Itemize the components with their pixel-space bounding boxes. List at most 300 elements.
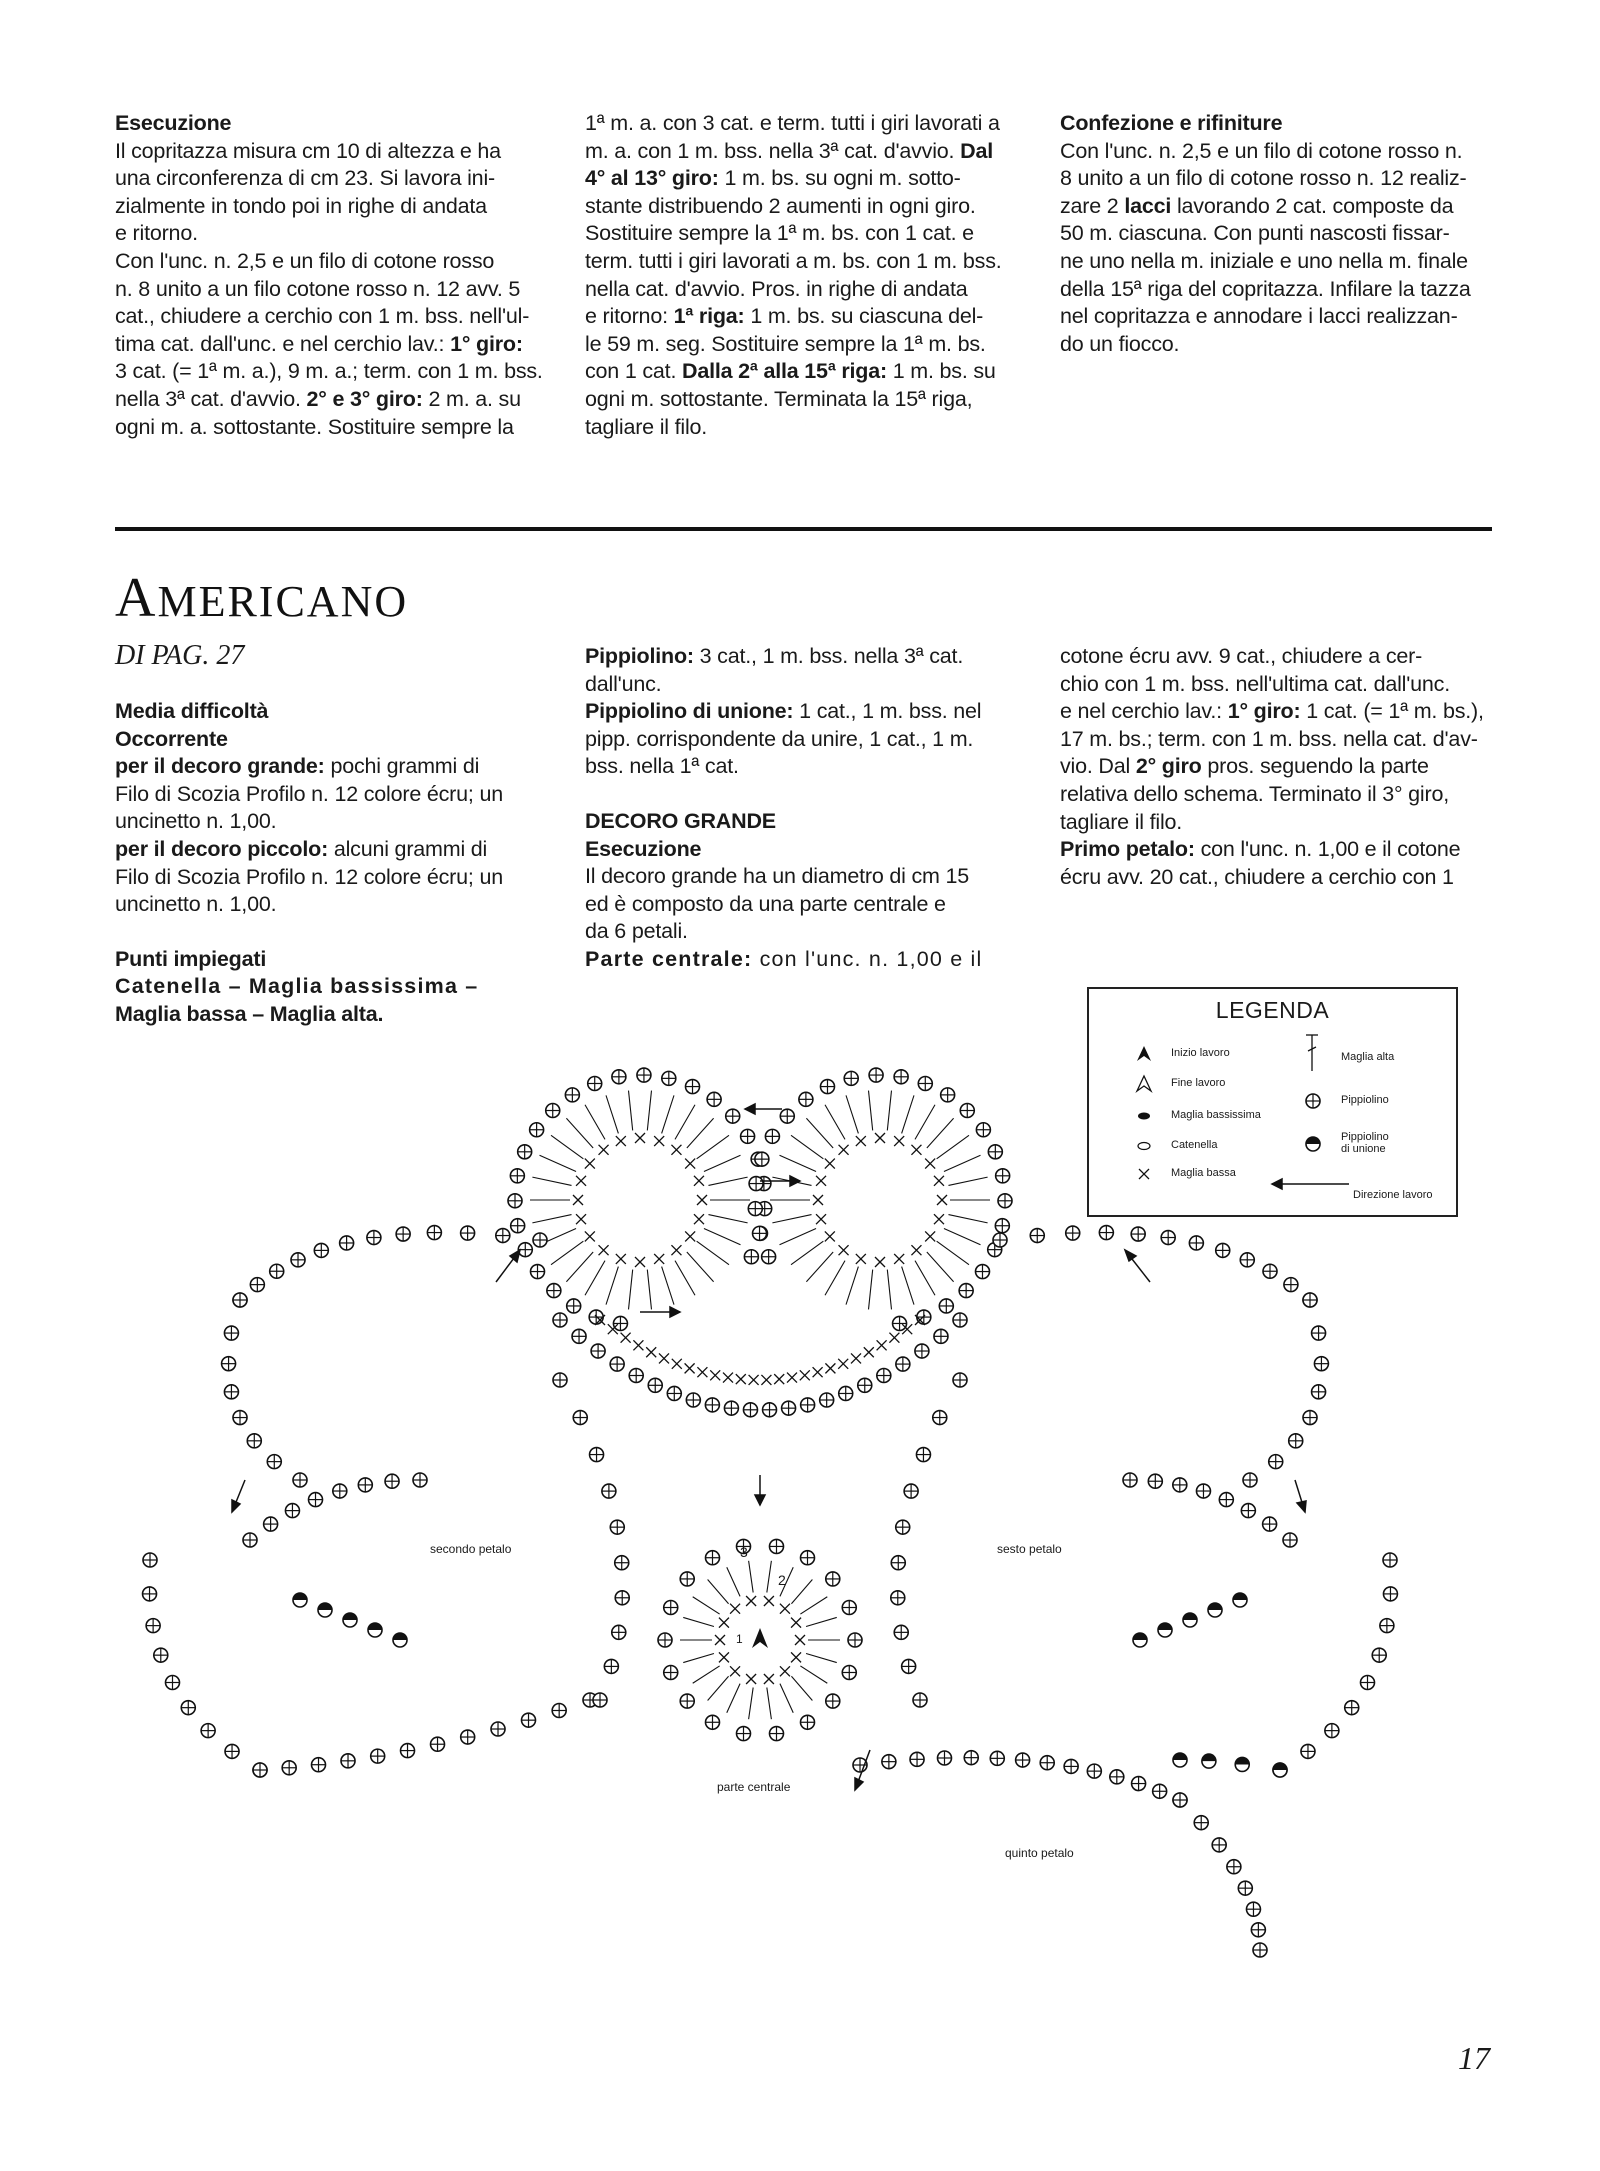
pippiolino-mark [993, 1233, 1007, 1247]
pippiolino-mark [146, 1619, 160, 1633]
pippiolino-mark [741, 1129, 755, 1143]
text-span: pros. seguendo la parte [1207, 754, 1429, 779]
maglia-alta-mark [806, 1118, 833, 1148]
maglia-bassa-mark [856, 1254, 866, 1264]
legend-bassissima: Maglia bassissima [1171, 1109, 1261, 1121]
maglia-bassa-mark [576, 1176, 586, 1186]
pippiolino-mark [769, 1727, 783, 1741]
pippiolino-mark [181, 1701, 195, 1715]
maglia-bassa-mark [685, 1159, 695, 1169]
text-line: della 15ª riga del copritazza. Infilare la tazza [1060, 276, 1471, 301]
inizio-lavoro-icon [1137, 1046, 1151, 1061]
maglia-alta-mark [708, 1580, 729, 1604]
text-line: stante distribuendo 2 aumenti in ogni giro. [585, 193, 976, 218]
pippiolino-mark [615, 1556, 629, 1570]
pippiolino-mark [371, 1749, 385, 1763]
text-span: 1 cat. (= 1ª m. bs.), [1306, 699, 1484, 724]
bold-span: 2° giro [1135, 754, 1202, 779]
maglia-bassa-mark [719, 1652, 729, 1662]
bold-span: Primo petalo: [1060, 837, 1195, 862]
text-line: 3 cat. (= 1ª m. a.), 9 m. a.; term. con 1 m. bss. [115, 359, 543, 384]
maglia-bassissima-icon [1138, 1113, 1150, 1120]
pippiolino-mark [547, 1284, 561, 1298]
maglia-bassa-mark [925, 1231, 935, 1241]
label-secondo-petalo: secondo petalo [430, 1542, 512, 1556]
pippiolino-mark [1016, 1753, 1030, 1767]
maglia-bassa-mark [839, 1245, 849, 1255]
maglia-alta-mark [697, 1241, 729, 1265]
maglia-bassa-mark [616, 1136, 626, 1146]
maglia-alta-mark [869, 1091, 873, 1131]
pippiolino-mark [877, 1369, 891, 1383]
maglia-bassa-mark [934, 1176, 944, 1186]
maglia-bassa-mark [838, 1359, 848, 1369]
pippiolino-mark [1241, 1504, 1255, 1518]
text-line: 1ª m. a. con 3 cat. e term. tutti i giri lavorati a [585, 111, 1000, 135]
page-number: 17 [1458, 2040, 1490, 2076]
pippiolino-mark [820, 1393, 834, 1407]
maglia-bassa-mark [816, 1176, 826, 1186]
maglia-alta-mark [708, 1676, 729, 1700]
pippiolino-mark [801, 1398, 815, 1412]
legend-unione-2: di unione [1341, 1143, 1386, 1155]
bold-span: 4° al 13° giro: [585, 166, 719, 191]
pippiolino-mark [662, 1071, 676, 1085]
pippiolino-mark [1110, 1770, 1124, 1784]
pippiolino-mark [882, 1755, 896, 1769]
maglia-bassa-mark [856, 1136, 866, 1146]
pippiolino-mark [1383, 1553, 1397, 1567]
pippiolino-mark [933, 1411, 947, 1425]
maglia-alta-mark [683, 1654, 714, 1663]
label-parte-centrale: parte centrale [717, 1780, 791, 1794]
pippiolino-mark [680, 1694, 694, 1708]
pippiolino-unione-mark [368, 1623, 382, 1637]
pippiolino-mark [801, 1715, 815, 1729]
maglia-alta-mark [662, 1095, 674, 1133]
maglia-bassa-mark [654, 1136, 664, 1146]
bold-span: Dalla 2ª alla 15ª riga: [682, 359, 887, 384]
pippiolino-mark [844, 1071, 858, 1085]
pippiolino-mark [1040, 1756, 1054, 1770]
pippiolino-mark [998, 1194, 1012, 1208]
text-line: tagliare il filo. [585, 414, 708, 439]
text-line: nel copritazza e annodare i lacci realizzan- [1060, 304, 1458, 329]
pippiolino-mark [1380, 1619, 1394, 1633]
maglia-alta-mark [780, 1155, 817, 1171]
pippiolino-mark [637, 1068, 651, 1082]
maglia-alta-mark [727, 1567, 740, 1596]
pippiolino-mark [959, 1284, 973, 1298]
pippiolino-mark [1123, 1473, 1137, 1487]
pippiolino-mark [988, 1145, 1002, 1159]
pippiolino-mark [799, 1092, 813, 1106]
maglia-bassa-mark [671, 1245, 681, 1255]
legend-bassa: Maglia bassa [1171, 1167, 1236, 1179]
pippiolino-mark [431, 1737, 445, 1751]
pippiolino-mark [755, 1152, 769, 1166]
maglia-bassa-mark [749, 1375, 759, 1385]
text-line: 17 m. bs.; term. con 1 m. bss. nella cat. d'av- [1060, 726, 1478, 751]
maglia-bassa-mark [795, 1635, 805, 1645]
label-quinto-petalo: quinto petalo [1005, 1846, 1074, 1860]
text-line: cat., chiudere a cerchio con 1 m. bss. nell'ul- [115, 304, 530, 329]
text-line: Con l'unc. n. 2,5 e un filo di cotone rosso n. [1060, 138, 1463, 163]
heading-difficulty: Media difficoltà [115, 699, 269, 723]
maglia-bassa-mark [791, 1618, 801, 1628]
pippiolino-mark [1087, 1764, 1101, 1778]
pippiolino-mark [748, 1202, 762, 1216]
bold-span: 1ª riga: [673, 304, 745, 329]
maglia-alta-mark [727, 1684, 740, 1713]
pippiolino-mark [743, 1403, 757, 1417]
row-number: 3 [740, 1544, 748, 1560]
bold-span: per il decoro grande: [115, 754, 325, 779]
maglia-alta-mark [697, 1135, 729, 1159]
text-line: uncinetto n. 1,00. [115, 892, 277, 917]
legend-pippiolino: Pippiolino [1341, 1094, 1389, 1106]
maglia-alta-mark [647, 1270, 651, 1310]
maglia-bassa-mark [764, 1596, 774, 1606]
maglia-alta-mark [675, 1261, 695, 1296]
bold-span: Parte centrale: [585, 946, 753, 971]
maglia-bassa-mark [635, 1257, 645, 1267]
pippiolino-mark [340, 1236, 354, 1250]
maglia-alta-mark [540, 1155, 577, 1171]
legend-box [1087, 987, 1458, 1217]
maglia-bassa-mark [715, 1635, 725, 1645]
pippiolino-unione-mark [1202, 1754, 1216, 1768]
maglia-bassa-mark [787, 1373, 797, 1383]
text-span: nella 3ª cat. d'avvio. [115, 386, 301, 411]
pippiolino-mark [222, 1357, 236, 1371]
pippiolino-mark [154, 1648, 168, 1662]
pippiolino-mark [591, 1344, 605, 1358]
text-span: pochi grammi di [330, 754, 480, 779]
maglia-alta-mark [675, 1105, 695, 1140]
pippiolino-mark [763, 1403, 777, 1417]
maglia-bassa-mark [671, 1145, 681, 1155]
text-span: 1 cat., 1 m. bss. nel [799, 699, 982, 724]
pippiolino-mark [1238, 1881, 1252, 1895]
pippiolino-mark [1325, 1724, 1339, 1738]
pippiolino-unione-mark [1183, 1613, 1197, 1627]
text-span: con l'unc. n. 1,00 e il [759, 946, 983, 971]
maglia-bassa-mark [864, 1347, 874, 1357]
pippiolino-mark [780, 1109, 794, 1123]
heading-confezione: Confezione e rifiniture [1060, 111, 1283, 135]
maglia-alta-mark [806, 1654, 837, 1663]
bold-span: 1° giro: [450, 331, 523, 356]
pippiolino-mark [201, 1724, 215, 1738]
pippiolino-unione-mark [343, 1613, 357, 1627]
text-line: Il decoro grande ha un diametro di cm 15 [585, 864, 970, 889]
maglia-alta-mark [944, 1228, 981, 1244]
maglia-alta-mark [791, 1676, 812, 1700]
pippiolino-mark [270, 1264, 284, 1278]
legend-title: LEGENDA [1215, 997, 1330, 1023]
maglia-alta-mark [937, 1241, 969, 1265]
bold-span: lacci [1124, 193, 1172, 218]
title-initial: A [115, 567, 158, 629]
maglia-alta-mark [566, 1118, 593, 1148]
maglia-alta-mark [606, 1095, 618, 1133]
pippiolino-mark [233, 1411, 247, 1425]
text-line: Filo di Scozia Profilo n. 12 colore écru; un [115, 864, 503, 889]
maglia-alta-mark [869, 1270, 873, 1310]
maglia-bassa-mark [694, 1214, 704, 1224]
pippiolino-mark [225, 1744, 239, 1758]
text-span: 1 m. bs. su ogni m. sotto- [724, 166, 961, 191]
pippiolino-mark [396, 1227, 410, 1241]
pippiolino-mark [282, 1761, 296, 1775]
pippiolino-mark [531, 1265, 545, 1279]
pippiolino-unione-mark [1173, 1753, 1187, 1767]
pippiolino-mark [333, 1484, 347, 1498]
maglia-bassa-mark [659, 1353, 669, 1363]
maglia-bassa-mark [894, 1136, 904, 1146]
maglia-bassa-mark [774, 1374, 784, 1384]
maglia-bassa-mark [877, 1340, 887, 1350]
text-line: zialmente in tondo poi in righe di andata [115, 193, 487, 218]
pippiolino-mark [893, 1316, 907, 1330]
maglia-alta-mark [566, 1252, 593, 1282]
pippiolino-mark [842, 1665, 856, 1679]
pippiolino-mark [753, 1226, 767, 1240]
maglia-alta-mark [846, 1095, 858, 1133]
pippiolino-mark [385, 1474, 399, 1488]
legend-inizio: Inizio lavoro [1171, 1047, 1230, 1059]
maglia-alta-mark [948, 1215, 987, 1223]
maglia-bassa-mark [800, 1370, 810, 1380]
maglia-alta-mark [585, 1261, 605, 1296]
pippiolino-mark [143, 1553, 157, 1567]
pippiolino-mark [224, 1326, 238, 1340]
pippiolino-mark [1227, 1860, 1241, 1874]
maglia-alta-mark [937, 1135, 969, 1159]
pippiolino-mark [1066, 1226, 1080, 1240]
bold-span: 1° giro: [1227, 699, 1301, 724]
pippiolino-mark [1194, 1816, 1208, 1830]
text-span: zare 2 [1060, 193, 1119, 218]
pippiolino-mark [518, 1145, 532, 1159]
maglia-alta-mark [585, 1105, 605, 1140]
maglia-alta-mark [551, 1241, 583, 1265]
pippiolino-unione-mark [1273, 1763, 1287, 1777]
maglia-bassa-mark [576, 1214, 586, 1224]
maglia-bassa-mark [573, 1195, 583, 1205]
heading-esecuzione-2: Esecuzione [585, 836, 702, 861]
maglia-bassa-mark [585, 1159, 595, 1169]
pippiolino-mark [915, 1344, 929, 1358]
maglia-alta-mark [708, 1215, 747, 1223]
pippiolino-mark [250, 1278, 264, 1292]
maglia-bassa-mark [761, 1375, 771, 1385]
maglia-alta-mark [948, 1177, 987, 1185]
maglia-alta-mark [780, 1228, 817, 1244]
pippiolino-mark [869, 1068, 883, 1082]
text-line: Filo di Scozia Profilo n. 12 colore écru; un [115, 781, 503, 806]
pippiolino-mark [705, 1398, 719, 1412]
text-line: dall'unc. [585, 671, 662, 696]
maglia-bassa-mark [697, 1367, 707, 1377]
pippiolino-mark [749, 1177, 763, 1191]
pippiolino-mark [686, 1080, 700, 1094]
pippiolino-mark [588, 1076, 602, 1090]
pippiolino-mark [1153, 1784, 1167, 1798]
pippiolino-mark [530, 1123, 544, 1137]
heading-esecuzione: Esecuzione [115, 111, 232, 135]
text-line: Il copritazza misura cm 10 di altezza e ha [115, 138, 501, 163]
pippiolino-mark [995, 1219, 1009, 1233]
pippiolino-mark [1361, 1676, 1375, 1690]
pippiolino-mark [1289, 1434, 1303, 1448]
pippiolino-mark [744, 1250, 758, 1264]
text-line: term. tutti i giri lavorati a m. bs. con 1 m. bss. [585, 248, 1002, 273]
pippiolino-mark [553, 1313, 567, 1327]
maglia-bassa-icon [1139, 1169, 1149, 1179]
pippiolino-mark [1196, 1484, 1210, 1498]
pippiolino-mark [1131, 1227, 1145, 1241]
maglia-bassa-mark [825, 1363, 835, 1373]
maglia-alta-mark [749, 1561, 754, 1593]
bold-span: per il decoro piccolo: [115, 836, 329, 861]
maglia-alta-mark [791, 1580, 812, 1604]
maglia-bassa-mark [791, 1652, 801, 1662]
text-span: tima cat. dall'unc. e nel cerchio lav.: [115, 331, 445, 356]
pippiolino-mark [615, 1591, 629, 1605]
maglia-alta-mark [647, 1091, 651, 1131]
maglia-alta-mark [687, 1252, 714, 1282]
pippiolino-mark [508, 1194, 522, 1208]
row-number: 1 [736, 1632, 743, 1646]
pippiolino-unione-mark [318, 1603, 332, 1617]
text-line: da 6 petali. [585, 919, 688, 944]
maglia-alta-mark [693, 1597, 720, 1614]
maglia-alta-icon [1306, 1035, 1318, 1071]
pippiolino-mark [552, 1703, 566, 1717]
heading-decoro-grande: DECORO GRANDE [585, 808, 776, 833]
pippiolino-mark [1345, 1701, 1359, 1715]
pippiolino-mark [367, 1231, 381, 1245]
pippiolino-mark [839, 1386, 853, 1400]
pippiolino-mark [312, 1758, 326, 1772]
pippiolino-mark [1383, 1587, 1397, 1601]
text-line: ne uno nella m. iniziale e uno nella m. finale [1060, 248, 1468, 273]
maglia-bassa-mark [851, 1353, 861, 1363]
maglia-alta-mark [927, 1252, 954, 1282]
maglia-bassa-mark [685, 1231, 695, 1241]
maglia-bassa-mark [646, 1347, 656, 1357]
maglia-bassa-mark [825, 1159, 835, 1169]
maglia-alta-mark [791, 1135, 823, 1159]
pippiolino-mark [976, 1123, 990, 1137]
pippiolino-mark [224, 1385, 238, 1399]
pippiolino-mark [707, 1092, 721, 1106]
pippiolino-unione-mark [293, 1593, 307, 1607]
bold-span: Pippiolino: [585, 644, 694, 668]
text-span: con l'unc. n. 1,00 e il cotone [1200, 837, 1461, 862]
maglia-bassa-mark [911, 1245, 921, 1255]
maglia-bassa-mark [599, 1145, 609, 1155]
pippiolino-mark [826, 1694, 840, 1708]
maglia-bassa-mark [730, 1666, 740, 1676]
pippiolino-mark [573, 1411, 587, 1425]
pippiolino-mark [567, 1299, 581, 1313]
maglia-bassa-mark [764, 1674, 774, 1684]
maglia-bassa-mark [780, 1666, 790, 1676]
pippiolino-mark [267, 1455, 281, 1469]
title-rest: MERICANO [157, 577, 409, 626]
pippiolino-mark [826, 1572, 840, 1586]
pippiolino-mark [612, 1070, 626, 1084]
text-span: con 1 cat. [585, 359, 677, 384]
pippiolino-mark [1269, 1455, 1283, 1469]
maglia-bassa-mark [730, 1604, 740, 1614]
maglia-alta-mark [704, 1228, 741, 1244]
pippiolino-mark [491, 1722, 505, 1736]
pippiolino-mark [427, 1226, 441, 1240]
bold-span: 2° e 3° giro: [306, 386, 423, 411]
pippiolino-mark [1283, 1533, 1297, 1547]
pippiolino-mark [910, 1752, 924, 1766]
maglia-bassa-mark [911, 1145, 921, 1155]
maglia-alta-mark [532, 1177, 571, 1185]
pippiolino-mark [401, 1744, 415, 1758]
maglia-alta-mark [767, 1688, 772, 1720]
maglia-alta-mark [806, 1252, 833, 1282]
maglia-bassa-mark [599, 1245, 609, 1255]
pippiolino-mark [1303, 1293, 1317, 1307]
maglia-alta-mark [887, 1270, 891, 1310]
pippiolino-mark [1148, 1474, 1162, 1488]
pippiolino-mark [510, 1169, 524, 1183]
pippiolino-mark [602, 1484, 616, 1498]
pippiolino-mark [996, 1169, 1010, 1183]
pippiolino-mark [533, 1233, 547, 1247]
pippiolino-mark [664, 1601, 678, 1615]
pippiolino-mark [1246, 1902, 1260, 1916]
maglia-alta-mark [687, 1118, 714, 1148]
row-number: 2 [778, 1572, 786, 1588]
pippiolino-mark [572, 1329, 586, 1343]
pippiolino-mark [593, 1693, 607, 1707]
pippiolino-mark [1243, 1473, 1257, 1487]
pippiolino-unione-mark [1233, 1593, 1247, 1607]
maglia-bassa-mark [934, 1214, 944, 1224]
pippiolino-mark [765, 1129, 779, 1143]
pippiolino-mark [291, 1253, 305, 1267]
pippiolino-mark [1312, 1385, 1326, 1399]
text-span: m. a. con 1 m. bss. nella 3ª cat. d'avvio. [585, 138, 955, 163]
pippiolino-mark [918, 1076, 932, 1090]
maglia-bassa-mark [875, 1133, 885, 1143]
text-line: uncinetto n. 1,00. [115, 809, 277, 834]
pippiolino-mark [1312, 1326, 1326, 1340]
text-line: bss. nella 1ª cat. [585, 754, 739, 779]
pippiolino-mark [358, 1478, 372, 1492]
pippiolino-mark [309, 1493, 323, 1507]
catenella-icon [1138, 1143, 1150, 1150]
text-span: alcuni grammi di [333, 836, 488, 861]
fine-lavoro-icon [1137, 1076, 1151, 1091]
pippiolino-mark [737, 1727, 751, 1741]
maglia-alta-mark [749, 1688, 754, 1720]
maglia-alta-mark [825, 1105, 845, 1140]
legend-symbols [1089, 989, 1456, 1215]
maglia-bassa-mark [585, 1231, 595, 1241]
pippiolino-mark [1263, 1264, 1277, 1278]
